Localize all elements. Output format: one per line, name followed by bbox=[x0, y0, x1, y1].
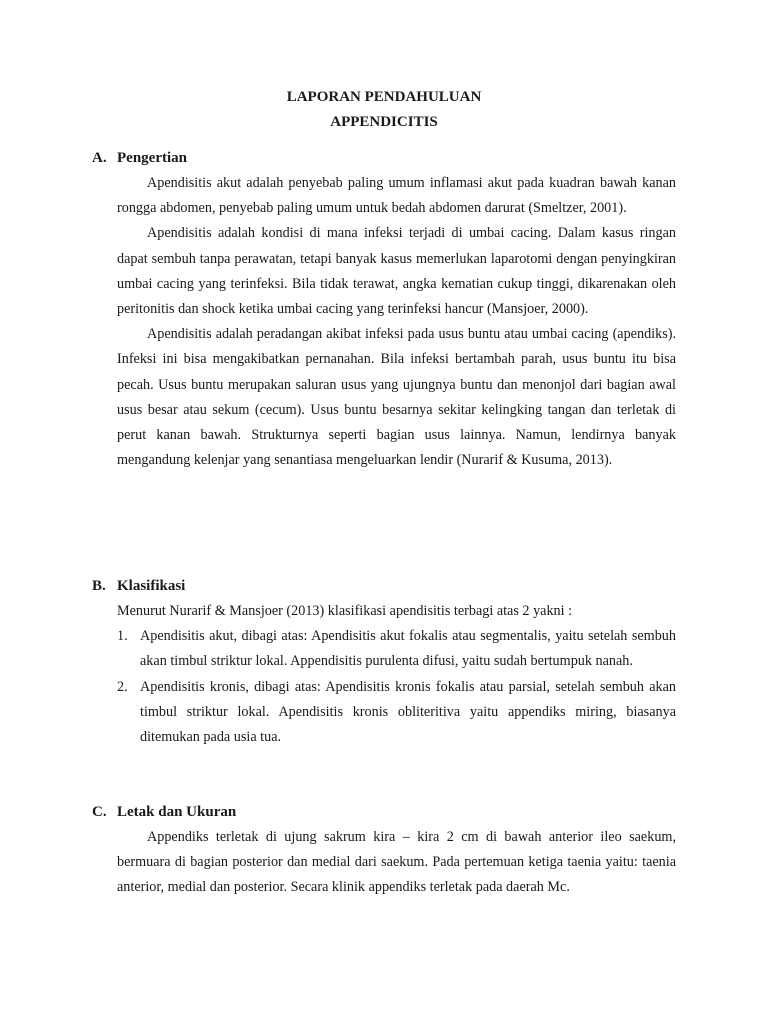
section-heading bbox=[92, 574, 676, 599]
paragraph: Apendisitis adalah peradangan akibat infeksi pada usus buntu atau umbai cacing (apendiks). Infeksi ini bisa mengakibatkan pernanahan. Bila infeksi bertambah parah, usus buntu itu bisa pecah. Usus buntu merupakan saluran usus yang ujungnya buntu dan menonjol dari bagian awal usus besar atau sekum (cecum). Usus buntu besarnya sekitar kelingking tangan dan terletak di perut kanan bawah. Strukturnya seperti bagian usus lainnya. Namun, lendirnya banyak mengandung kelenjar yang senantiasa mengeluarkan lendir (Nurarif & Kusuma, 2013). bbox=[117, 326, 676, 469]
section-klasifikasi bbox=[92, 574, 676, 750]
list-number: 2. bbox=[117, 678, 128, 695]
section-pengertian bbox=[92, 146, 676, 473]
paragraph: Apendisitis adalah kondisi di mana infeksi terjadi di umbai cacing. Dalam kasus ringan dapat sembuh tanpa perawatan, tetapi banyak kasus memerlukan laparotomi dengan penyingkiran umbai cacing yang terinfeksi. Bila tidak terawat, angka kematian cukup tinggi, dikarenakan oleh peritonitis dan shock ketika umbai cacing yang terinfeksi hancur (Mansjoer, 2000). bbox=[117, 225, 676, 318]
section-title: Klasifikasi bbox=[117, 578, 186, 594]
section-heading bbox=[92, 800, 676, 825]
section-intro: Menurut Nurarif & Mansjoer (2013) klasifikasi apendisitis terbagi atas 2 yakni : bbox=[117, 603, 573, 619]
list-item-text: Apendisitis kronis, dibagi atas: Apendisitis kronis fokalis atau parsial, setelah sembuh akan timbul striktur lokal. Apendisitis kronis obliteritiva yaitu appendiks miring, biasanya ditemukan pada usia tua. bbox=[140, 678, 676, 746]
document-title: LAPORAN PENDAHULUAN bbox=[286, 89, 482, 105]
document-subtitle: APPENDICITIS bbox=[330, 114, 438, 130]
list-item bbox=[117, 624, 676, 674]
section-heading bbox=[92, 146, 676, 171]
section-letter: C. bbox=[92, 804, 107, 820]
list-item bbox=[117, 675, 676, 751]
paragraph: Appendiks terletak di ujung sakrum kira – kira 2 cm di bawah anterior ileo saekum, bermuara di bagian posterior dan medial dari saekum. Pada pertemuan ketiga taenia yaitu: taenia anterior, medial dan posterior. Secara klinik appendiks terletak pada daerah Mc. bbox=[117, 829, 676, 896]
section-letak-dan-ukuran bbox=[92, 800, 676, 901]
list-item-text: Apendisitis akut, dibagi atas: Apendisitis akut fokalis atau segmentalis, yaitu setelah sembuh akan timbul striktur lokal. Appendisitis purulenta difusi, yaitu sudah bertumpuk nanah. bbox=[140, 628, 676, 670]
section-title: Pengertian bbox=[117, 150, 187, 166]
paragraph: Apendisitis akut adalah penyebab paling umum inflamasi akut pada kuadran bawah kanan rongga abdomen, penyebab paling umum untuk bedah abdomen darurat (Smeltzer, 2001). bbox=[117, 175, 676, 217]
classification-list bbox=[117, 624, 676, 750]
section-letter: A. bbox=[92, 150, 107, 166]
section-title: Letak dan Ukuran bbox=[117, 804, 237, 820]
list-number: 1. bbox=[117, 628, 128, 645]
section-letter: B. bbox=[92, 578, 106, 594]
